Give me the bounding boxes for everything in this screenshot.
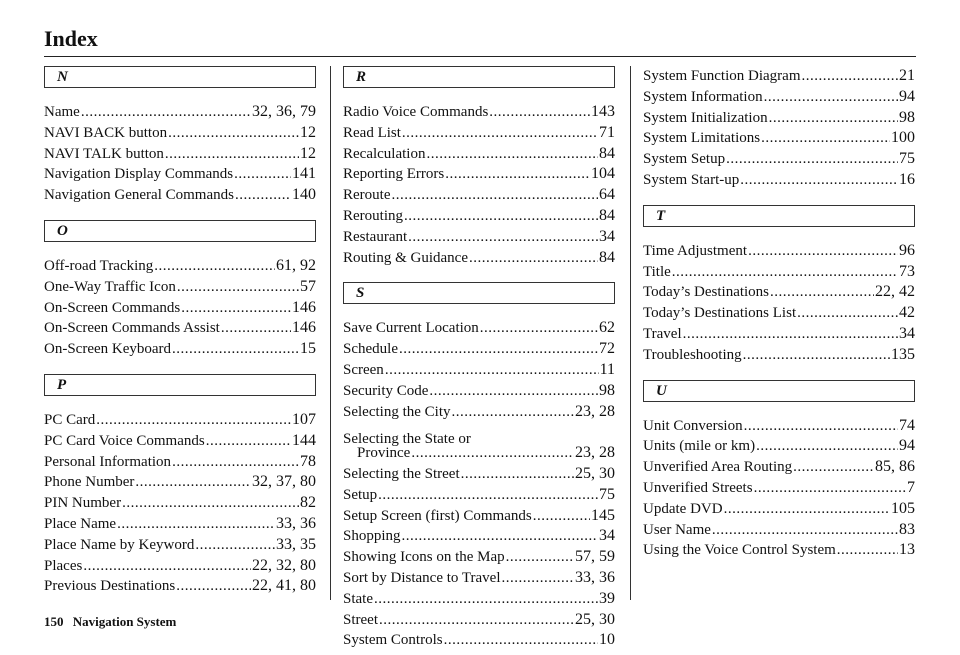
entry-pages: 33, 36 (575, 568, 615, 586)
index-entry (343, 102, 615, 123)
index-entry (44, 277, 316, 298)
entry-term: Using the Voice Control System (643, 542, 836, 559)
index-entry (343, 506, 615, 527)
entry-term: Previous Destinations (44, 578, 176, 595)
dot-leader (391, 185, 598, 206)
dot-leader (221, 318, 291, 339)
entry-term: System Start-up (643, 171, 740, 188)
index-entry (643, 499, 915, 520)
index-entry (643, 66, 915, 87)
index-entry (643, 108, 915, 129)
entry-term: Read List (343, 124, 401, 141)
entry-pages: 11 (599, 360, 615, 378)
entry-pages: 33, 35 (276, 535, 316, 553)
entry-term: Save Current Location (343, 320, 479, 337)
entry-term: Restaurant (343, 228, 408, 245)
entry-pages: 12 (300, 123, 316, 141)
dot-leader (837, 540, 898, 561)
dot-leader (672, 262, 898, 283)
dot-leader (744, 416, 898, 437)
index-entry (343, 402, 615, 423)
dot-leader (472, 422, 614, 443)
entry-pages: 21 (899, 67, 915, 84)
entry-term: Selecting the Street (343, 465, 460, 482)
entry-pages: 73 (899, 262, 915, 280)
index-entry (343, 485, 615, 506)
entry-term: Troubleshooting (643, 346, 742, 363)
dot-leader (429, 381, 598, 402)
dot-leader (379, 610, 574, 631)
entry-pages: 71 (599, 123, 615, 141)
entry-pages: 22, 42 (875, 283, 915, 301)
entry-term: Navigation Display Commands (44, 166, 234, 183)
entry-pages: 83 (899, 520, 915, 538)
dot-leader (117, 514, 275, 535)
entry-term: System Function Diagram (643, 68, 801, 84)
index-entry (44, 576, 316, 597)
entry-pages: 146 (292, 298, 316, 316)
index-entry (643, 128, 915, 149)
index-entry (44, 123, 316, 144)
entry-pages: 143 (591, 103, 615, 120)
index-entry (643, 282, 915, 303)
dot-leader (769, 108, 898, 129)
dot-leader (461, 464, 574, 485)
entry-term: Schedule (343, 341, 398, 358)
index-entry (44, 514, 316, 535)
dot-leader (206, 431, 291, 452)
index-entry (343, 464, 615, 485)
entry-term: Selecting the City (343, 403, 451, 420)
index-entry (643, 149, 915, 170)
dot-leader (385, 360, 599, 381)
entry-pages: 94 (899, 437, 915, 455)
entry-pages: 84 (599, 144, 615, 162)
entry-pages: 98 (899, 108, 915, 126)
dot-leader (748, 241, 898, 262)
index-entry (44, 256, 316, 277)
index-entry (44, 298, 316, 319)
index-section-r (343, 66, 615, 268)
entry-pages: 98 (599, 381, 615, 399)
dot-leader (756, 436, 898, 457)
entry-term: System Initialization (643, 109, 768, 126)
entry-term: Time Adjustment (643, 242, 748, 259)
dot-leader (724, 499, 890, 520)
entry-pages: 34 (599, 227, 615, 245)
dot-leader (683, 324, 898, 345)
index-entry (643, 345, 915, 366)
dot-leader (480, 318, 598, 339)
index-section-u (643, 380, 915, 562)
index-entry (343, 568, 615, 589)
entry-term: On-Screen Commands Assist (44, 320, 220, 337)
entry-term: Unverified Area Routing (643, 459, 793, 476)
index-entry (44, 556, 316, 577)
entry-pages: 22, 32, 80 (252, 556, 316, 574)
index-entry (44, 410, 316, 431)
entry-term: Street (343, 611, 378, 628)
index-section (643, 66, 915, 191)
index-entry (44, 493, 316, 514)
entry-pages: 33, 36 (276, 514, 316, 532)
index-entry (643, 416, 915, 437)
entry-term: Units (mile or km) (643, 438, 756, 455)
dot-leader (712, 520, 898, 541)
dot-leader (172, 339, 299, 360)
entry-term: Places (44, 557, 83, 574)
section-letter-box: S (343, 282, 615, 304)
index-entry (343, 123, 615, 144)
entry-term: Rerouting (343, 207, 403, 224)
entry-pages: 57 (300, 277, 316, 295)
dot-leader (81, 102, 251, 123)
index-entry (343, 422, 615, 448)
index-entry (343, 339, 615, 360)
index-entry (343, 185, 615, 206)
entry-term: Navigation General Commands (44, 187, 234, 204)
dot-leader (489, 102, 590, 123)
dot-leader (761, 128, 890, 149)
dot-leader (469, 248, 598, 269)
entry-pages: 96 (899, 241, 915, 259)
entry-term: Unverified Streets (643, 479, 753, 496)
dot-leader (181, 298, 291, 319)
entry-term: Security Code (343, 382, 429, 399)
section-letter-box: U (643, 380, 915, 402)
index-section-o (44, 220, 316, 360)
entry-term: Routing & Guidance (343, 249, 468, 266)
entry-pages: 84 (599, 206, 615, 224)
dot-leader (793, 457, 874, 478)
entry-term: On-Screen Commands (44, 299, 181, 316)
dot-leader (797, 303, 898, 324)
entry-pages: 100 (891, 129, 915, 147)
index-entry (44, 318, 316, 339)
entry-pages: 42 (899, 304, 915, 322)
entry-pages: 144 (292, 431, 316, 449)
index-entry (44, 144, 316, 165)
entry-pages: 12 (300, 144, 316, 162)
index-entry (343, 206, 615, 227)
page-number: 150 (44, 614, 64, 629)
entry-term: System Limitations (643, 130, 761, 147)
index-entry (643, 303, 915, 324)
entry-term: System Information (643, 88, 763, 105)
index-entry (343, 526, 615, 547)
entry-term: Screen (343, 361, 384, 378)
dot-leader (177, 277, 299, 298)
entry-term: Place Name (44, 515, 117, 532)
dot-leader (764, 87, 898, 108)
index-column-3 (643, 66, 915, 561)
index-entry (343, 443, 615, 464)
dot-leader (96, 410, 291, 431)
entry-pages: 105 (891, 499, 915, 517)
entry-pages: 32, 37, 80 (252, 473, 316, 491)
index-section-n (44, 66, 316, 206)
index-entry (343, 248, 615, 269)
index-entry (343, 381, 615, 402)
entry-term: PC Card (44, 411, 96, 428)
page-title: Index (44, 26, 98, 51)
entry-pages: 25, 30 (575, 464, 615, 482)
index-section-s (343, 282, 615, 651)
entry-term: Setup Screen (first) Commands (343, 507, 532, 524)
index-entry-list (643, 416, 915, 562)
dot-leader (374, 589, 598, 610)
entry-term: Unit Conversion (643, 417, 743, 434)
index-section-p (44, 374, 316, 597)
entry-pages: 13 (899, 541, 915, 559)
entry-pages: 32, 36, 79 (252, 103, 316, 120)
column-divider (630, 66, 631, 600)
entry-pages: 85, 86 (875, 458, 915, 476)
dot-leader (533, 506, 590, 527)
entry-term: PC Card Voice Commands (44, 432, 205, 449)
entry-pages: 141 (292, 165, 316, 183)
index-entry (643, 457, 915, 478)
page-footer (44, 614, 176, 630)
entry-term: Travel (643, 325, 682, 342)
entry-pages: 34 (599, 527, 615, 545)
dot-leader (135, 472, 251, 493)
entry-term: Recalculation (343, 145, 426, 162)
entry-term: Title (643, 263, 671, 280)
index-entry (44, 185, 316, 206)
index-entry (44, 164, 316, 185)
section-letter-box: P (44, 374, 316, 396)
entry-term: Off-road Tracking (44, 257, 154, 274)
dot-leader (445, 164, 590, 185)
entry-term: Reporting Errors (343, 166, 445, 183)
entry-term: Setup (343, 486, 378, 503)
entry-term: NAVI TALK button (44, 145, 164, 162)
entry-term: PIN Number (44, 495, 122, 512)
entry-pages: 15 (300, 340, 316, 358)
entry-pages: 57, 59 (575, 548, 615, 566)
index-entry (343, 589, 615, 610)
entry-term: Showing Icons on the Map (343, 549, 505, 566)
index-entry (643, 478, 915, 499)
dot-leader (502, 568, 575, 589)
dot-leader (165, 144, 299, 165)
entry-pages: 23, 28 (575, 444, 615, 462)
entry-term: Personal Information (44, 453, 172, 470)
entry-pages: 39 (599, 589, 615, 607)
index-entry (44, 339, 316, 360)
index-section-t (643, 205, 915, 366)
entry-term: Today’s Destinations List (643, 305, 797, 322)
entry-pages: 75 (599, 485, 615, 503)
index-entry (643, 87, 915, 108)
entry-pages: 82 (300, 494, 316, 512)
entry-pages: 107 (292, 410, 316, 428)
entry-term: Sort by Distance to Travel (343, 569, 501, 586)
index-entry-list (643, 241, 915, 366)
dot-leader (402, 123, 598, 144)
entry-term: Reroute (343, 187, 391, 204)
entry-pages: 25, 30 (575, 610, 615, 628)
dot-leader (444, 630, 598, 651)
section-letter-box: N (44, 66, 316, 88)
dot-leader (426, 144, 598, 165)
dot-leader (408, 227, 598, 248)
index-entry (643, 324, 915, 345)
index-entry (343, 360, 615, 381)
entry-term: Radio Voice Commands (343, 104, 489, 120)
entry-term: On-Screen Keyboard (44, 341, 172, 358)
dot-leader (754, 478, 906, 499)
entry-pages: 61, 92 (276, 256, 316, 274)
index-entry (44, 102, 316, 123)
entry-pages: 64 (599, 186, 615, 204)
index-column-2 (343, 66, 615, 651)
index-entry (643, 436, 915, 457)
entry-term: Today’s Destinations (643, 284, 770, 301)
dot-leader (168, 123, 299, 144)
dot-leader (743, 345, 890, 366)
index-entry (44, 535, 316, 556)
index-entry-list (44, 410, 316, 597)
index-entry-list (44, 102, 316, 206)
dot-leader (172, 452, 299, 473)
dot-leader (378, 485, 598, 506)
dot-leader (726, 149, 898, 170)
dot-leader (451, 402, 574, 423)
entry-term: Phone Number (44, 474, 135, 491)
column-divider (330, 66, 331, 600)
index-entry (643, 241, 915, 262)
entry-pages: 34 (899, 324, 915, 342)
section-letter-box: O (44, 220, 316, 242)
dot-leader (83, 556, 251, 577)
index-entry (643, 170, 915, 191)
footer-label: Navigation System (72, 614, 177, 629)
index-entry (343, 227, 615, 248)
entry-pages: 146 (292, 319, 316, 337)
index-column-1 (44, 66, 316, 597)
dot-leader (402, 526, 598, 547)
dot-leader (176, 576, 251, 597)
index-entry (643, 520, 915, 541)
dot-leader (234, 164, 291, 185)
entry-pages: 72 (599, 340, 615, 358)
dot-leader (770, 282, 874, 303)
dot-leader (154, 256, 275, 277)
entry-term: Update DVD (643, 500, 723, 517)
dot-leader (411, 443, 574, 464)
entry-term: System Controls (343, 632, 443, 649)
dot-leader (740, 170, 898, 191)
entry-pages: 16 (899, 170, 915, 188)
index-entry-list (343, 102, 615, 268)
section-letter-box: R (343, 66, 615, 88)
index-entry (343, 547, 615, 568)
dot-leader (122, 493, 299, 514)
entry-pages: 7 (907, 478, 915, 496)
dot-leader (802, 66, 899, 87)
index-entry (44, 472, 316, 493)
entry-term: Shopping (343, 528, 401, 545)
dot-leader (404, 206, 598, 227)
dot-leader (235, 185, 291, 206)
index-entry (44, 452, 316, 473)
entry-pages: 10 (599, 631, 615, 649)
entry-term: One-Way Traffic Icon (44, 278, 176, 295)
entry-pages: 22, 41, 80 (252, 577, 316, 595)
entry-term: Name (44, 104, 80, 120)
index-entry (343, 144, 615, 165)
entry-pages: 62 (599, 319, 615, 337)
entry-pages: 145 (591, 506, 615, 524)
index-entry (643, 262, 915, 283)
index-entry (44, 431, 316, 452)
entry-term: State (343, 590, 373, 607)
entry-pages: 135 (891, 345, 915, 363)
index-entry (643, 540, 915, 561)
entry-pages: 140 (292, 186, 316, 204)
index-entry-list (643, 66, 915, 191)
entry-term: NAVI BACK button (44, 124, 168, 141)
entry-pages: 104 (591, 165, 615, 183)
index-entry (343, 610, 615, 631)
title-rule (44, 56, 916, 57)
entry-pages: 78 (300, 452, 316, 470)
index-entry (343, 164, 615, 185)
entry-term: System Setup (643, 151, 726, 168)
dot-leader (399, 339, 598, 360)
entry-term: Province (357, 445, 411, 462)
entry-pages: 94 (899, 87, 915, 105)
section-letter-box: T (643, 205, 915, 227)
entry-pages: 84 (599, 248, 615, 266)
index-entry (343, 318, 615, 339)
dot-leader (195, 535, 275, 556)
index-entry-list (44, 256, 316, 360)
entry-pages: 75 (899, 150, 915, 168)
entry-term: Place Name by Keyword (44, 536, 195, 553)
entry-term: Selecting the State or (343, 431, 471, 448)
index-entry (343, 630, 615, 651)
index-entry-list (343, 318, 615, 651)
entry-term: User Name (643, 521, 711, 538)
entry-pages: 23, 28 (575, 402, 615, 420)
entry-pages: 74 (899, 416, 915, 434)
dot-leader (506, 547, 574, 568)
